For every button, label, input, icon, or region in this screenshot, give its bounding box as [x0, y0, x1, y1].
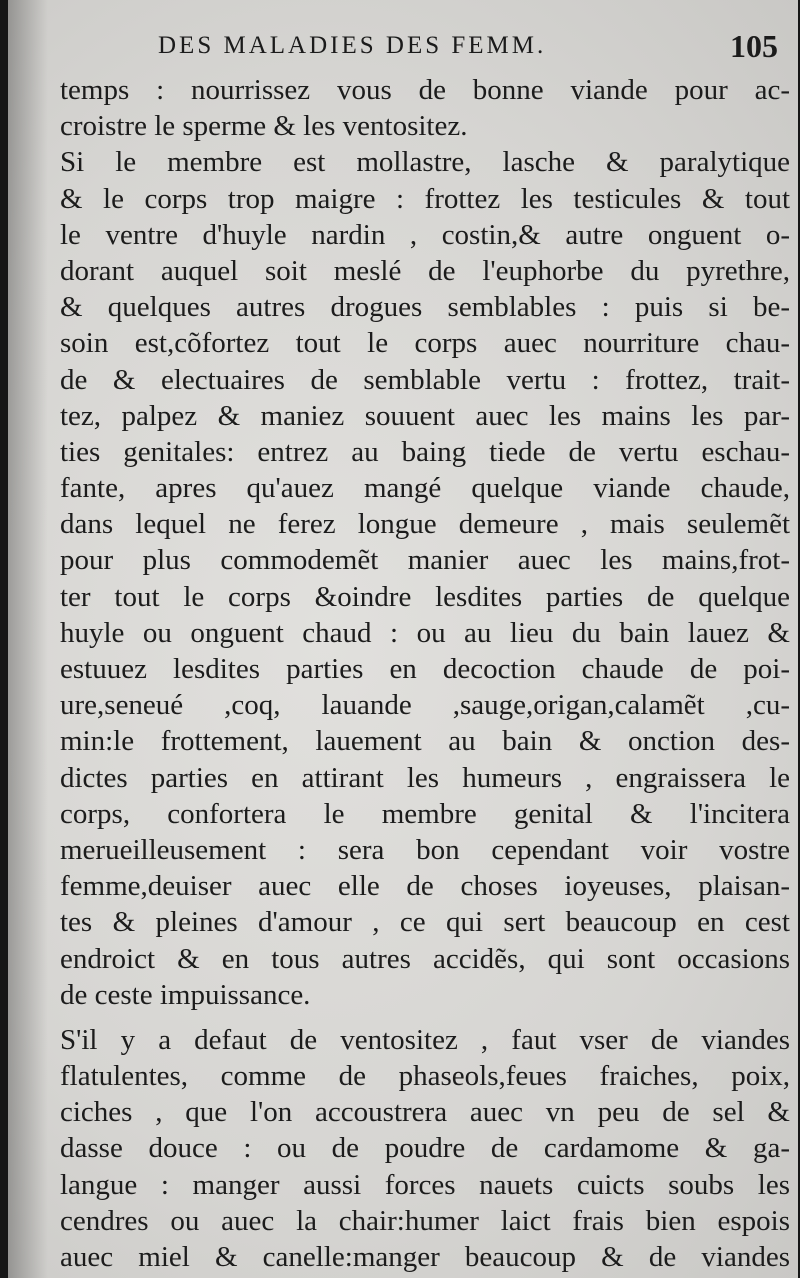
text-line: auec miel & canelle:manger beaucoup & de viandes: [60, 1241, 790, 1273]
text-line: temps : nourrissez vous de bonne viande pour ac-: [60, 74, 790, 106]
text-line: langue : manger aussi forces nauets cuicts soubs les: [60, 1168, 790, 1201]
page-header: [158, 28, 778, 68]
text-line: de ceste impuissance.: [60, 978, 311, 1011]
book-page: [8, 0, 798, 1278]
text-line: & quelques autres drogues semblables : puis si be-: [60, 291, 790, 324]
text-line: tes & pleines d'amour , ce qui sert beaucoup en cest: [60, 906, 790, 939]
text-line: dictes parties en attirant les humeurs , engraissera le: [60, 761, 790, 794]
text-line: estuuez lesdites parties en decoction chaude de poi-: [60, 653, 790, 685]
text-line: pour plus commodemẽt manier auec les mains,frot-: [60, 544, 790, 577]
text-line: huyle ou onguent chaud : ou au lieu du bain lauez &: [60, 616, 790, 649]
text-line: ties genitales: entrez au baing tiede de vertu eschau-: [60, 435, 790, 468]
paragraph-gap: [60, 1013, 790, 1022]
text-line: flatulentes, comme de phaseols,feues fraiches, poix,: [60, 1060, 790, 1093]
text-line: S'il y a defaut de ventositez , faut vser de viandes: [60, 1023, 790, 1056]
text-line: cendres ou auec la chair:humer laict frais bien espois: [60, 1204, 790, 1237]
text-line: endroict & en tous autres accidẽs, qui sont occasions: [60, 942, 790, 975]
paragraph-1: [60, 72, 790, 144]
text-line: croistre le sperme & les ventositez.: [60, 110, 468, 143]
text-line: corps, confortera le membre genital & l'incitera: [60, 797, 790, 830]
text-line: femme,deuiser auec elle de choses ioyeuses, plaisan-: [60, 870, 790, 903]
text-line: merueilleusement : sera bon cependant voir vostre: [60, 833, 790, 866]
text-line: le ventre d'huyle nardin , costin,& autre onguent o-: [60, 218, 790, 251]
text-line: fante, apres qu'auez mangé quelque viande chaude,: [60, 472, 790, 505]
text-line: dans lequel ne ferez longue demeure , mais seulemẽt: [60, 508, 790, 541]
body-text: [60, 72, 790, 1275]
spine-shadow: [8, 0, 48, 1278]
text-line: Si le membre est mollastre, lasche & paralytique: [60, 146, 790, 179]
text-line: dorant auquel soit meslé de l'euphorbe du pyrethre,: [60, 254, 790, 287]
page-number: 105: [730, 28, 778, 64]
text-line: soin est,cõfortez tout le corps auec nourriture chau-: [60, 327, 790, 360]
text-line: ter tout le corps &oindre lesdites parties de quelque: [60, 580, 790, 613]
paragraph-2: [60, 144, 790, 1013]
text-line: tez, palpez & maniez souuent auec les mains les par-: [60, 399, 790, 432]
running-title: DES MALADIES DES FEMM.: [158, 32, 547, 59]
paragraph-3: [60, 1022, 790, 1275]
text-line: ure,seneué ,coq, lauande ,sauge,origan,calamẽt ,cu-: [60, 689, 790, 722]
text-line: min:le frottement, lauement au bain & onction des-: [60, 725, 790, 758]
text-line: dasse douce : ou de poudre de cardamome & ga-: [60, 1132, 790, 1165]
text-line: & le corps trop maigre : frottez les testicules & tout: [60, 182, 790, 215]
text-line: ciches , que l'on accoustrera auec vn peu de sel &: [60, 1096, 790, 1129]
text-line: de & electuaires de semblable vertu : frottez, trait-: [60, 363, 790, 396]
